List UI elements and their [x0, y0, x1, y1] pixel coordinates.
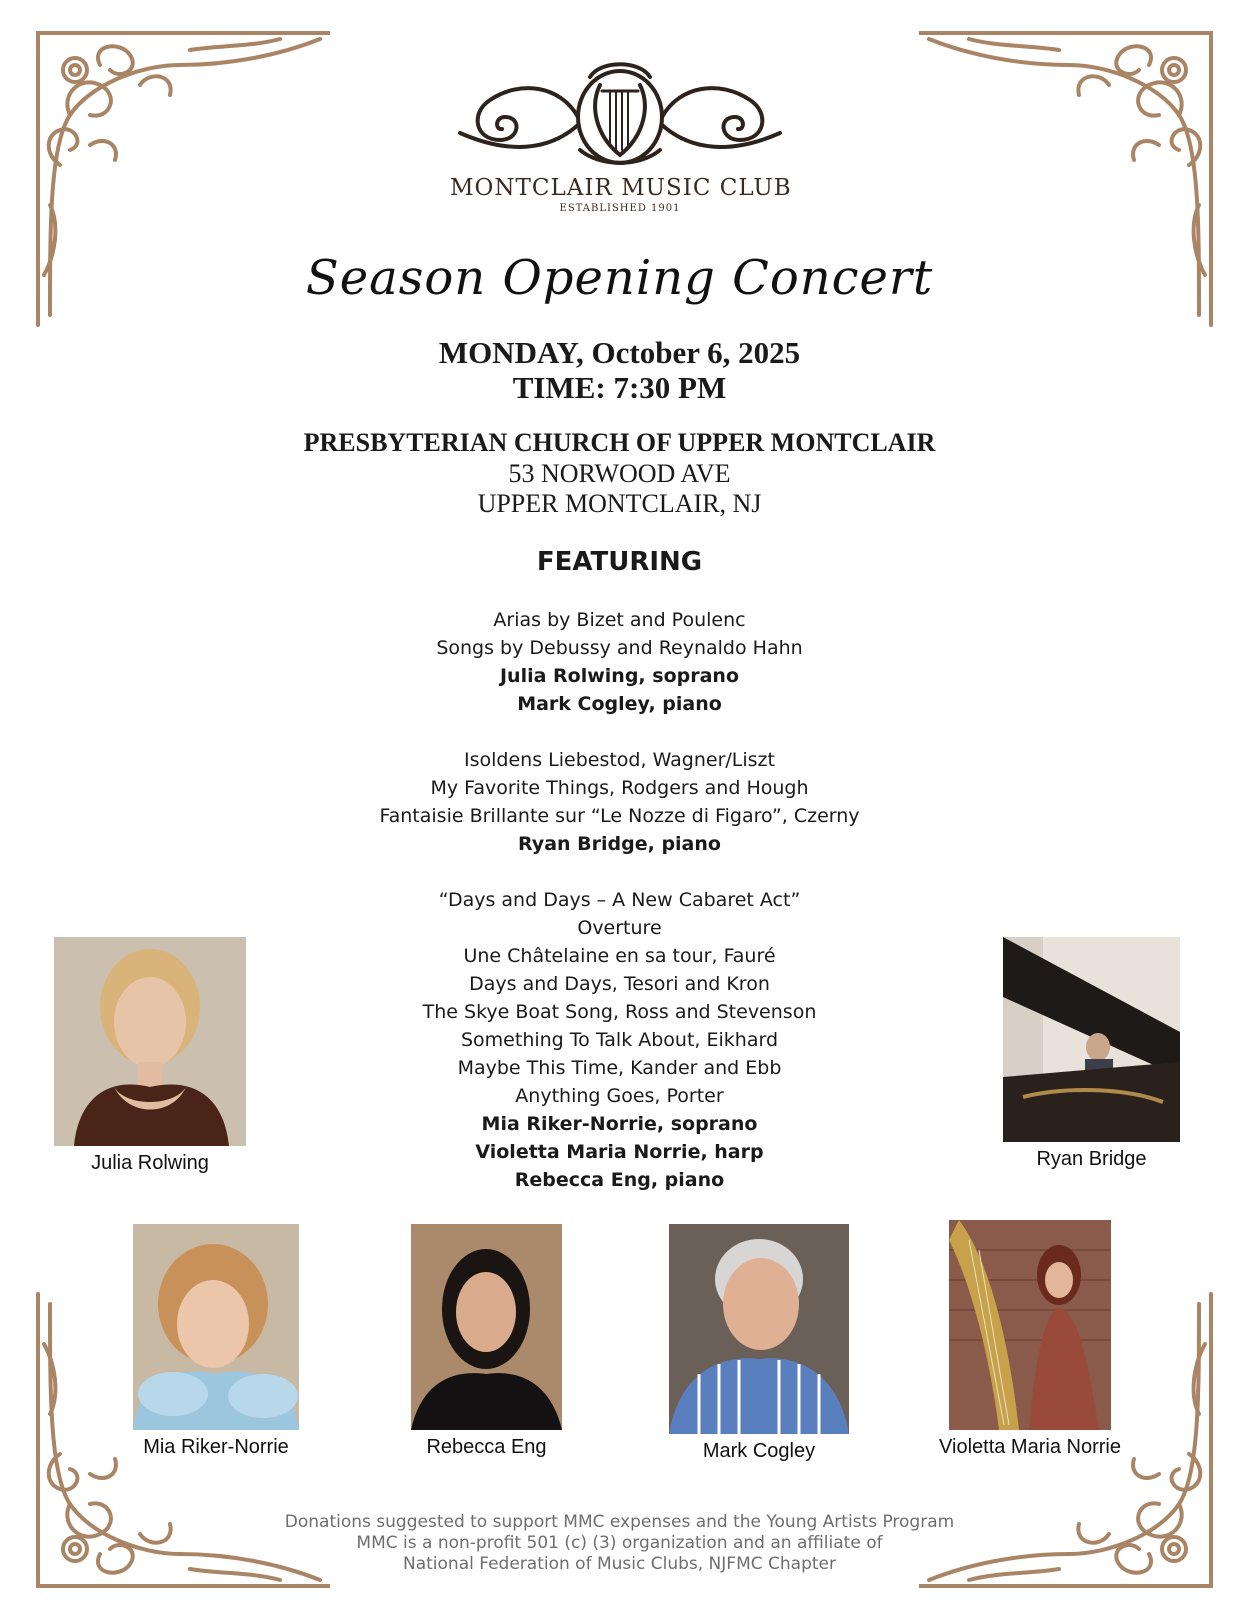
program-work: Anything Goes, Porter	[515, 1085, 724, 1107]
program-work: “Days and Days – A New Cabaret Act”	[438, 889, 801, 911]
footer-line: Donations suggested to support MMC expenses and the Young Artists Program	[284, 1512, 955, 1532]
program-work: Fantaisie Brillante sur “Le Nozze di Figaro”, Czerny	[379, 805, 860, 827]
photo-mark-cogley	[669, 1224, 849, 1434]
caption-mia-riker-norrie: Mia Riker-Norrie	[143, 1436, 289, 1458]
program-work: Une Châtelaine en sa tour, Fauré	[463, 945, 776, 967]
program-work: Isoldens Liebestod, Wagner/Liszt	[464, 749, 775, 771]
club-established: ESTABLISHED 1901	[559, 203, 681, 214]
lyre-icon	[450, 55, 790, 175]
club-logo	[450, 55, 790, 225]
concert-title: Season Opening Concert	[305, 250, 934, 306]
photo-ryan-bridge	[1003, 937, 1180, 1142]
footer-line: MMC is a non-profit 501 (c) (3) organization and an affiliate of	[356, 1533, 883, 1553]
caption-ryan-bridge: Ryan Bridge	[1036, 1148, 1147, 1170]
program-work: Something To Talk About, Eikhard	[460, 1029, 779, 1051]
program-performer: Mark Cogley, piano	[517, 693, 722, 715]
venue-address-line2: UPPER MONTCLAIR, NJ	[477, 489, 762, 518]
footer-note	[0, 1512, 1239, 1575]
event-venue: PRESBYTERIAN CHURCH OF UPPER MONTCLAIR	[303, 428, 936, 457]
photo-violetta-maria-norrie	[949, 1220, 1111, 1430]
caption-julia-rolwing: Julia Rolwing	[91, 1152, 209, 1174]
venue-address-line1: 53 NORWOOD AVE	[508, 459, 731, 488]
photo-rebecca-eng	[411, 1224, 562, 1430]
program-performer: Ryan Bridge, piano	[518, 833, 721, 855]
program-work: Overture	[577, 917, 662, 939]
program-performer: Violetta Maria Norrie, harp	[475, 1141, 764, 1163]
program-work: Songs by Debussy and Reynaldo Hahn	[436, 637, 803, 659]
program-performer: Julia Rolwing, soprano	[499, 665, 739, 687]
event-time: TIME: 7:30 PM	[512, 370, 727, 405]
footer-line: National Federation of Music Clubs, NJFMC Chapter	[403, 1554, 836, 1574]
caption-violetta-maria-norrie: Violetta Maria Norrie	[939, 1436, 1121, 1458]
caption-mark-cogley: Mark Cogley	[702, 1440, 816, 1462]
event-date: MONDAY, October 6, 2025	[438, 335, 801, 370]
program-performer: Mia Riker-Norrie, soprano	[481, 1113, 758, 1135]
program-performer: Rebecca Eng, piano	[514, 1169, 725, 1191]
photo-mia-riker-norrie	[133, 1224, 299, 1430]
caption-rebecca-eng: Rebecca Eng	[426, 1436, 547, 1458]
featuring-heading: FEATURING	[536, 547, 703, 577]
photo-julia-rolwing	[54, 937, 246, 1146]
program-work: Days and Days, Tesori and Kron	[469, 973, 770, 995]
program-work: Maybe This Time, Kander and Ebb	[457, 1057, 782, 1079]
program-work: The Skye Boat Song, Ross and Stevenson	[422, 1001, 817, 1023]
program-work: Arias by Bizet and Poulenc	[493, 609, 746, 631]
program-work: My Favorite Things, Rodgers and Hough	[430, 777, 809, 799]
club-name: MONTCLAIR MUSIC CLUB	[450, 175, 792, 201]
